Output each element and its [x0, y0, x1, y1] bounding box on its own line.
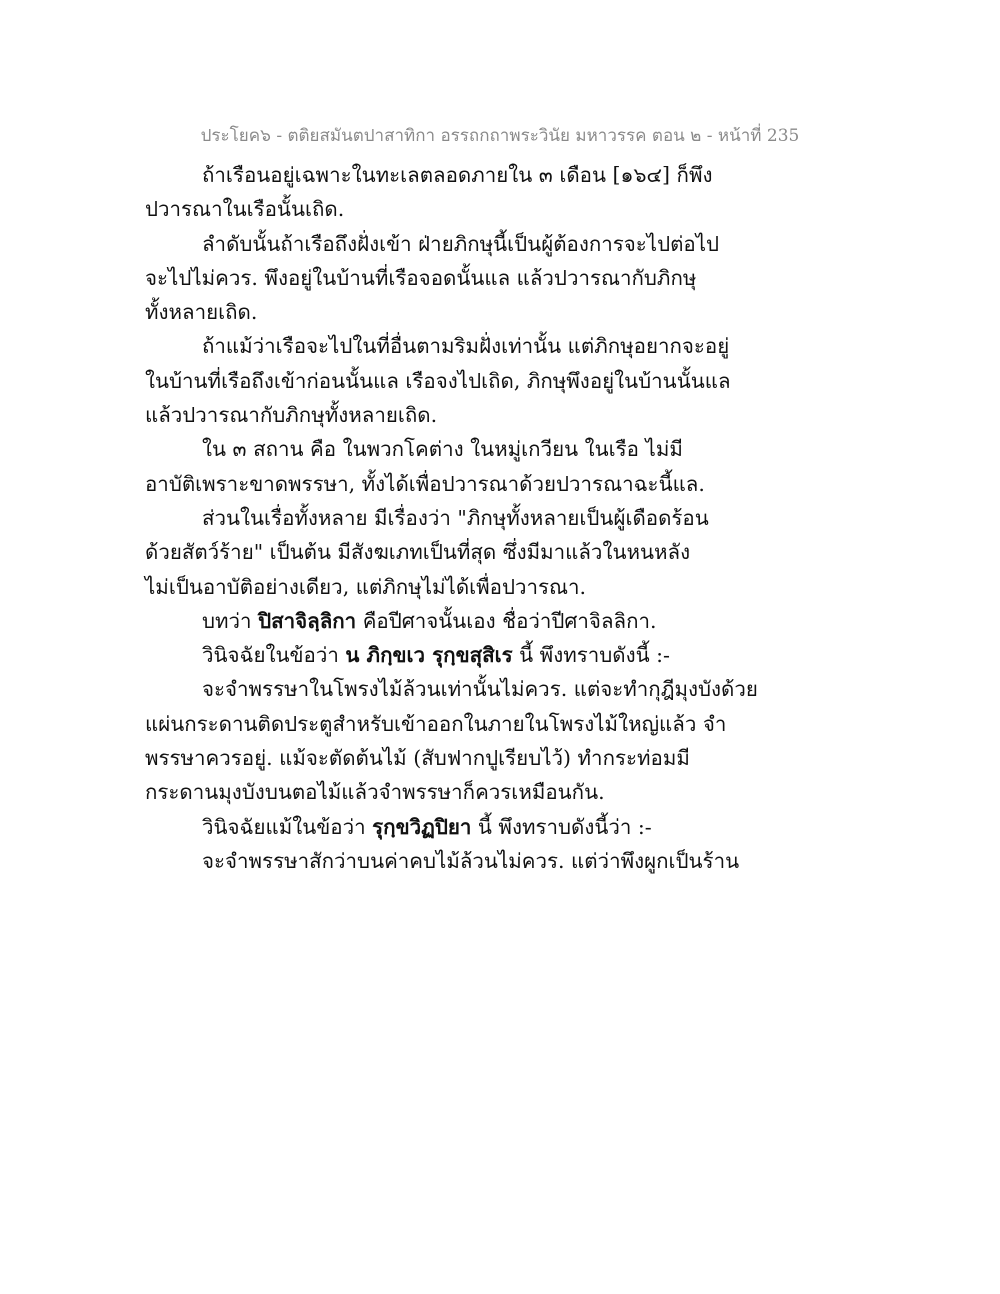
text-segment: ปวารณาในเรือนั้นเถิด. [145, 197, 345, 222]
text-segment: นี้ พึงทราบดังนี้ว่า :- [471, 814, 652, 839]
bold-term: รุกฺขวิฏปิยา [372, 814, 472, 839]
text-segment: ไม่เป็นอาบัติอย่างเดียว, แต่ภิกษุไม่ได้เพื่อปวารณา. [145, 574, 587, 599]
text-line [145, 364, 865, 398]
text-line [145, 432, 865, 466]
text-line [145, 261, 865, 295]
text-segment: วินิจฉัยแม้ในข้อว่า [202, 814, 373, 839]
text-segment: จะไปไม่ควร. พึงอยู่ในบ้านที่เรือจอดนั้นแล แล้วปวารณากับภิกษุ [145, 265, 697, 290]
text-line [145, 158, 865, 192]
text-segment: นี้ พึงทราบดังนี้ :- [512, 643, 670, 668]
text-line [145, 192, 865, 226]
text-segment: คือปีศาจนั้นเอง ชื่อว่าปีศาจิลลิกา. [356, 608, 657, 633]
text-segment: ใน ๓ สถาน คือ ในพวกโคต่าง ในหมู่เกวียน ในเรือ ไม่มี [202, 437, 683, 462]
bold-term: น ภิกฺขเว รุกฺขสุสิเร [345, 643, 513, 668]
bold-term: ปิสาจิลฺลิกา [258, 608, 357, 633]
text-segment: แผ่นกระดานติดประตูสำหรับเข้าออกในภายในโพรงไม้ใหญ่แล้ว จำ [145, 711, 727, 736]
text-line [145, 535, 865, 569]
text-line [145, 227, 865, 261]
text-segment: ทั้งหลายเถิด. [145, 300, 258, 325]
text-segment: จะจำพรรษาในโพรงไม้ล้วนเท่านั้นไม่ควร. แต่จะทำกุฎีมุงบังด้วย [202, 677, 758, 702]
text-line [145, 775, 865, 809]
text-line [145, 398, 865, 432]
running-header: ประโยค๖ - ตติยสมันตปาสาทิกา อรรถกถาพระวินัย มหาวรรค ตอน ๒ - หน้าที่ 235 [200, 126, 800, 146]
text-segment: อาบัติเพราะขาดพรรษา, ทั้งได้เพื่อปวารณาด้วยปวารณาฉะนี้แล. [145, 471, 705, 496]
text-line [145, 501, 865, 535]
text-line [145, 707, 865, 741]
text-line [145, 810, 865, 844]
text-line [145, 672, 865, 706]
text-line [145, 844, 865, 878]
text-line [145, 329, 865, 363]
text-segment: บทว่า [202, 608, 259, 633]
text-segment: ในบ้านที่เรือถึงเข้าก่อนนั้นแล เรือจงไปเถิด, ภิกษุพึงอยู่ในบ้านนั้นแล [145, 368, 731, 393]
text-line [145, 570, 865, 604]
text-segment: ด้วยสัตว์ร้าย" เป็นต้น มีสังฆเภทเป็นที่สุด ซึ่งมีมาแล้วในหนหลัง [145, 540, 691, 565]
text-line [145, 741, 865, 775]
text-segment: ถ้าเรือนอยู่เฉพาะในทะเลตลอดภายใน ๓ เดือน [๑๖๔] ก็พึง [202, 163, 713, 187]
text-line [145, 467, 865, 501]
text-segment: จะจำพรรษาสักว่าบนค่าคบไม้ล้วนไม่ควร. แต่ว่าพึงผูกเป็นร้าน [202, 848, 740, 873]
text-segment: แล้วปวารณากับภิกษุทั้งหลายเถิด. [145, 403, 438, 428]
text-segment: กระดานมุงบังบนตอไม้แล้วจำพรรษาก็ควรเหมือนกัน. [145, 780, 605, 805]
text-segment: พรรษาควรอยู่. แม้จะตัดต้นไม้ (สับฟากปูเรียบไว้) ทำกระท่อมมี [145, 746, 690, 771]
text-line [145, 295, 865, 329]
text-segment: ลำดับนั้นถ้าเรือถึงฝั่งเข้า ฝ่ายภิกษุนี้เป็นผู้ต้องการจะไปต่อไป [202, 231, 720, 256]
text-line [145, 638, 865, 672]
text-segment: วินิจฉัยในข้อว่า [202, 643, 346, 668]
text-line [145, 604, 865, 638]
text-segment: ถ้าแม้ว่าเรือจะไปในที่อื่นตามริมฝั่งเท่านั้น แต่ภิกษุอยากจะอยู่ [202, 334, 730, 359]
text-segment: ส่วนในเรื่อทั้งหลาย มีเรื่องว่า "ภิกษุทั้งหลายเป็นผู้เดือดร้อน [202, 505, 709, 530]
body-text [145, 158, 865, 878]
